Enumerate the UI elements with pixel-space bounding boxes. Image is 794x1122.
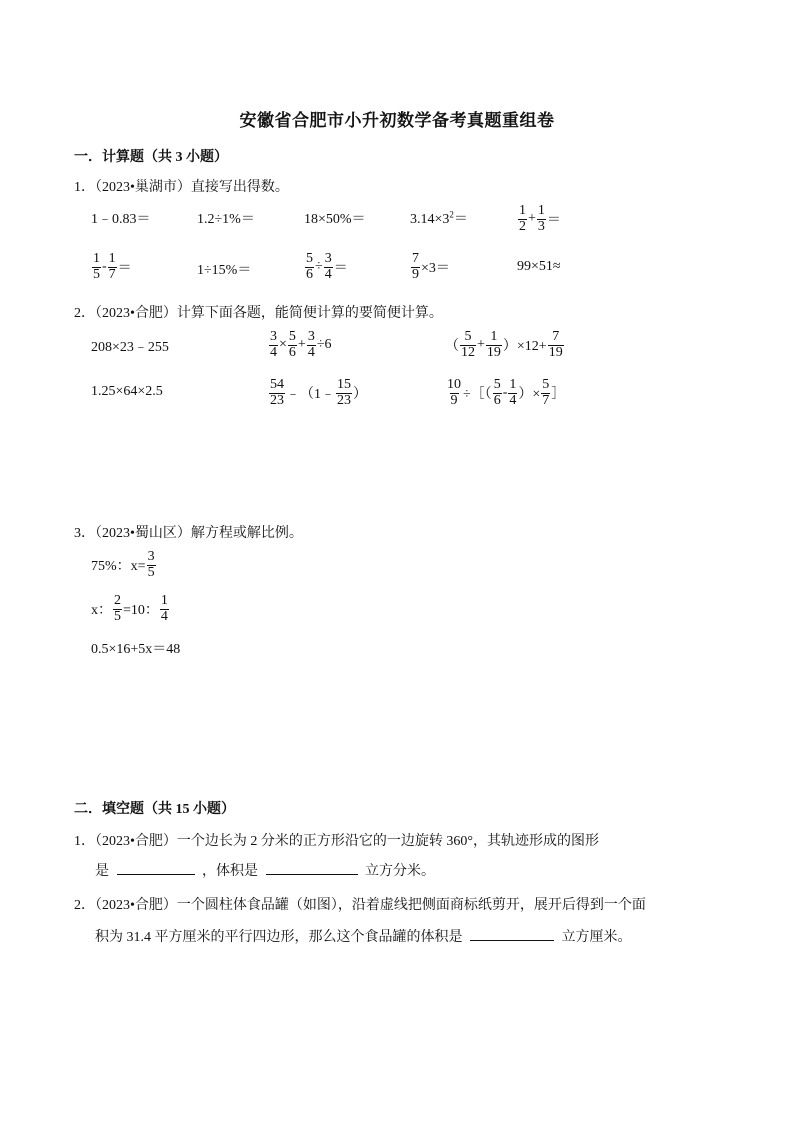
fraction: $\frac{1}{2}$	[519, 203, 526, 234]
page-title: 安徽省合肥市小升初数学备考真题重组卷	[239, 111, 555, 130]
question-2-prompt: 2．（2023•合肥）计算下面各题，能简便计算的要简便计算。	[74, 306, 443, 321]
q3-item-a: 75%：x= $\frac{3}{5}$	[91, 549, 155, 580]
fill-question-1-line-2: 是 ，体积是 立方分米。	[95, 860, 435, 880]
q1-item-d: $3.14\times 3^2=$	[410, 209, 468, 227]
fill-question-2-line-1: 2．（2023•合肥）一个圆柱体食品罐（如图），沿着虚线把侧面商标纸剪开，展开后得到一个面	[74, 898, 646, 913]
fill-question-2-line-2: 积为 31.4 平方厘米的平行四边形，那么这个食品罐的体积是 立方厘米。	[95, 926, 632, 946]
q1-item-i: $\frac{7}{9}$ ×3＝	[412, 251, 450, 282]
answer-blank[interactable]	[117, 860, 195, 875]
q2-item-c: （ $\frac{5}{12}$ + $\frac{1}{19}$ ）×12+ $\frac{7}{19}$	[445, 329, 563, 360]
q1-item-j: 99×51≈	[517, 259, 561, 274]
q1-item-c: 18×50%＝	[304, 212, 366, 227]
fill-question-1-line-1: 1．（2023•合肥）一个边长为 2 分米的正方形沿它的一边旋转 360°，其轨迹形成的图形	[74, 834, 599, 849]
q3-item-c: 0.5×16+5x＝48	[91, 642, 181, 657]
q1-item-b: 1.2÷1%＝	[197, 212, 255, 227]
section-heading-calculation: 一．计算题（共 3 小题）	[74, 150, 228, 165]
answer-blank[interactable]	[470, 926, 554, 941]
q2-item-e: $\frac{54}{23}$ ﹣（1﹣ $\frac{15}{23}$ ）	[270, 377, 367, 408]
fraction: $\frac{1}{3}$	[537, 203, 545, 234]
q2-item-d: 1.25×64×2.5	[91, 384, 163, 399]
question-3-prompt: 3．（2023•蜀山区）解方程或解比例。	[74, 526, 303, 541]
q2-item-b: $\frac{3}{4}$ × $\frac{5}{6}$ + $\frac{3}{4}$ ÷6	[270, 329, 332, 360]
q3-item-b: x： $\frac{2}{5}$ =10： $\frac{1}{4}$	[91, 593, 168, 624]
q1-item-e: $\frac{1}{2}$ + $\frac{1}{3}$ ＝	[519, 203, 561, 234]
q1-item-f: $\frac{1}{5}$ - $\frac{1}{7}$ ＝	[93, 251, 132, 282]
q1-item-g: 1÷15%＝	[197, 263, 252, 278]
question-1-prompt: 1．（2023•巢湖市）直接写出得数。	[74, 180, 289, 195]
q2-item-f: $\frac{10}{9}$ ÷［（ $\frac{5}{6}$ - $\frac{1}{4}$ ）× $\frac{5}{7}$ ］	[447, 377, 566, 408]
q2-item-a: 208×23﹣255	[91, 340, 169, 355]
section-heading-fill-in: 二．填空题（共 15 小题）	[74, 802, 235, 817]
answer-blank[interactable]	[266, 860, 358, 875]
q1-item-a: 1﹣0.83＝	[91, 212, 151, 227]
q1-item-h: $\frac{5}{6}$ ÷ $\frac{3}{4}$ ＝	[306, 251, 348, 282]
